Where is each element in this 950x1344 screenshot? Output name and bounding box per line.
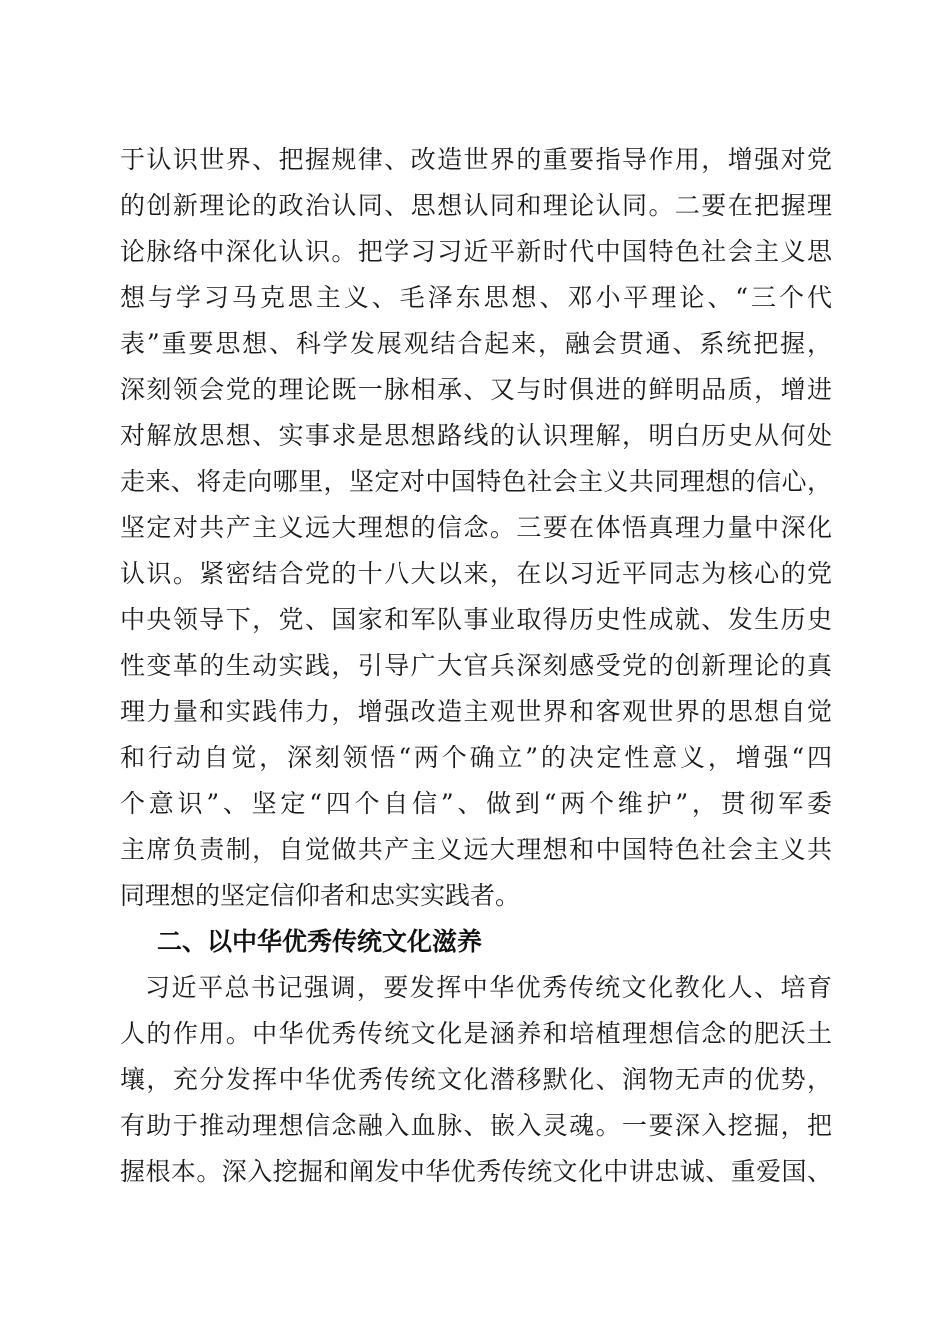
paragraph-1-line-5: 表”重要思想、科学发展观结合起来，融会贯通、系统把握， <box>120 329 832 358</box>
paragraph-2-line-3: 壤，充分发挥中华优秀传统文化潜移默化、润物无声的优势， <box>120 1065 832 1094</box>
paragraph-1-line-16: 主席负责制，自觉做共产主义远大理想和中国特色社会主义共 <box>120 835 832 864</box>
paragraph-1-line-2: 的创新理论的政治认同、思想认同和理论认同。二要在把握理 <box>120 191 832 220</box>
paragraph-1-line-11: 中央领导下，党、国家和军队事业取得历史性成就、发生历史 <box>120 605 832 634</box>
section-heading: 二、以中华优秀传统文化滋养 <box>157 927 483 956</box>
paragraph-1-line-13: 理力量和实践伟力，增强改造主观世界和客观世界的思想自觉 <box>120 697 832 726</box>
paragraph-1-line-9: 坚定对共产主义远大理想的信念。三要在体悟真理力量中深化 <box>120 513 832 542</box>
paragraph-1-line-14: 和行动自觉，深刻领悟“两个确立”的决定性意义，增强“四 <box>120 743 832 772</box>
paragraph-2-line-4: 有助于推动理想信念融入血脉、嵌入灵魂。一要深入挖掘，把 <box>120 1111 832 1140</box>
paragraph-1-line-1: 于认识世界、把握规律、改造世界的重要指导作用，增强对党 <box>120 145 832 174</box>
paragraph-1-line-4: 想与学习马克思主义、毛泽东思想、邓小平理论、“三个代 <box>120 283 832 312</box>
paragraph-1-line-10: 认识。紧密结合党的十八大以来，在以习近平同志为核心的党 <box>120 559 832 588</box>
paragraph-1-line-6: 深刻领会党的理论既一脉相承、又与时俱进的鲜明品质，增进 <box>120 375 832 404</box>
paragraph-1-line-15: 个意识”、坚定“四个自信”、做到“两个维护”，贯彻军委 <box>120 789 832 818</box>
paragraph-2-line-2: 人的作用。中华优秀传统文化是涵养和培植理想信念的肥沃土 <box>120 1019 832 1048</box>
paragraph-1-line-3: 论脉络中深化认识。把学习习近平新时代中国特色社会主义思 <box>120 237 832 266</box>
paragraph-1-line-8: 走来、将走向哪里，坚定对中国特色社会主义共同理想的信心， <box>120 467 832 496</box>
paragraph-1-line-17: 同理想的坚定信仰者和忠实实践者。 <box>120 881 521 910</box>
paragraph-2-line-5: 握根本。深入挖掘和阐发中华优秀传统文化中讲忠诚、重爱国、 <box>120 1157 832 1186</box>
paragraph-1-line-7: 对解放思想、实事求是思想路线的认识理解，明白历史从何处 <box>120 421 832 450</box>
paragraph-1-line-12: 性变革的生动实践，引导广大官兵深刻感受党的创新理论的真 <box>120 651 832 680</box>
paragraph-2-line-1: 习近平总书记强调，要发挥中华优秀传统文化教化人、培育 <box>145 973 832 1002</box>
